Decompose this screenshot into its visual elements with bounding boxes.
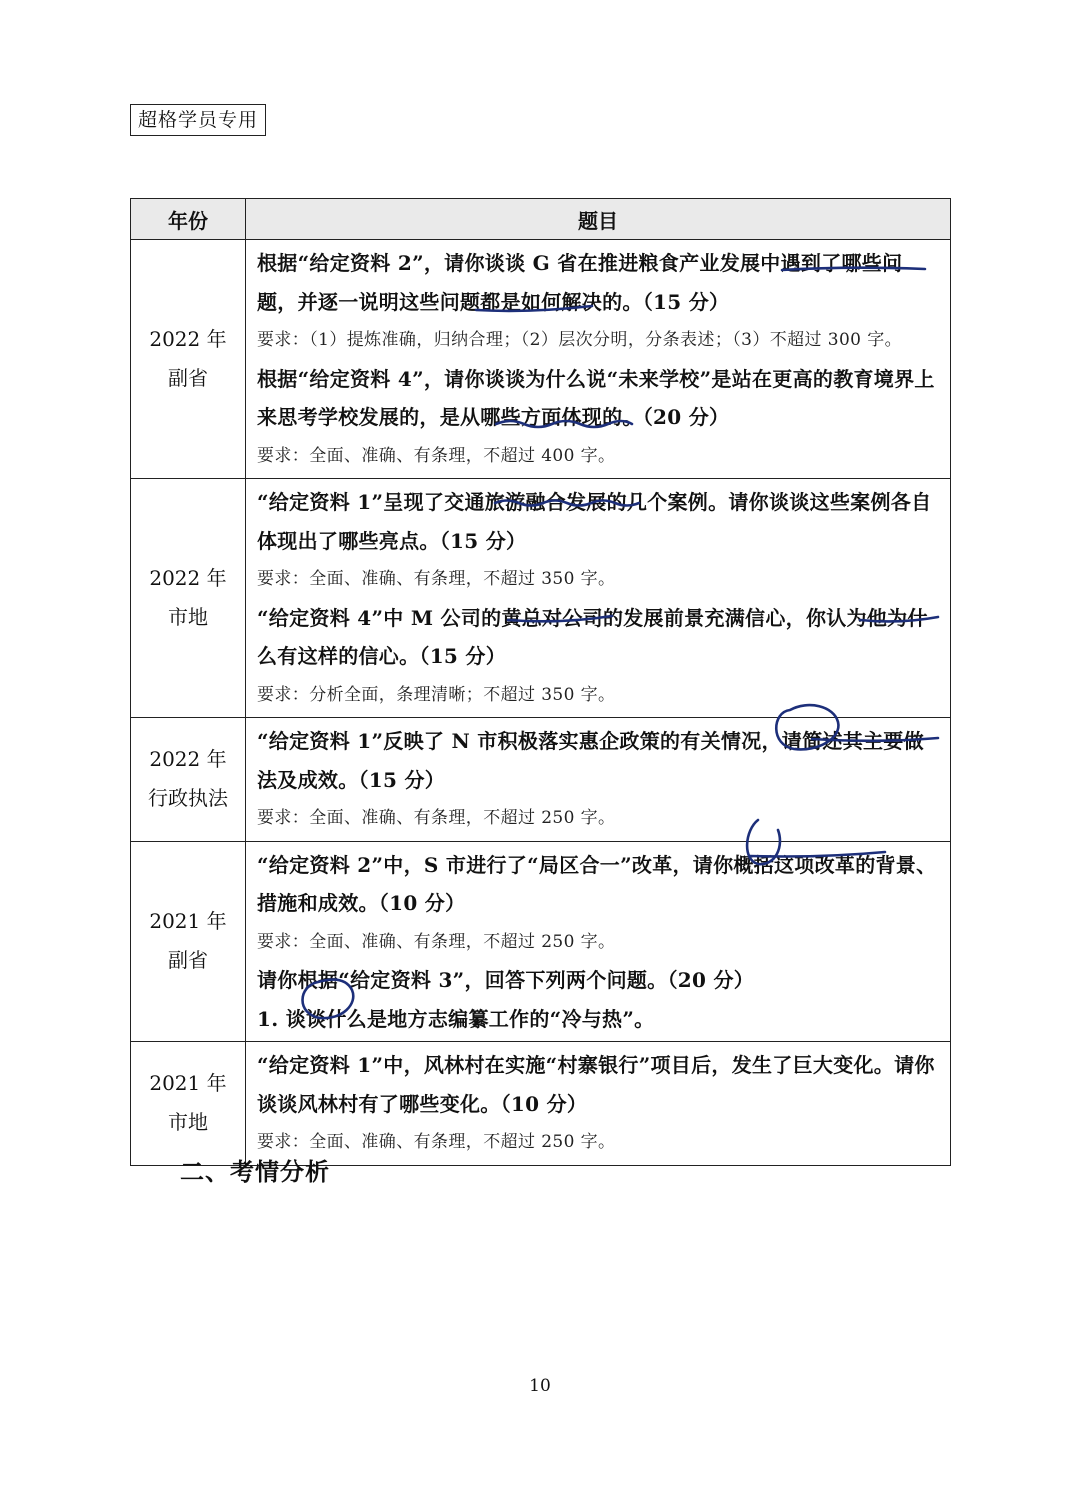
exam-year-cell	[131, 841, 246, 1042]
exam-type: 行政执法	[148, 786, 228, 811]
table-row	[131, 240, 951, 479]
question-cell	[246, 841, 951, 1042]
table-row	[131, 718, 951, 842]
table-header-row	[131, 199, 951, 240]
question-cell	[246, 240, 951, 479]
exam-year-cell	[131, 240, 246, 479]
watermark-stamp: 超格学员专用	[130, 104, 266, 136]
exam-year: 2021 年	[149, 1071, 227, 1096]
exam-year: 2021 年	[149, 909, 227, 934]
exam-year-cell	[131, 718, 246, 842]
exam-year: 2022 年	[149, 747, 227, 772]
requirement-text: 要求：全面、准确、有条理，不超过 250 字。	[257, 931, 616, 952]
header-year: 年份	[131, 199, 246, 240]
question-text: 1. 谈谈什么是地方志编纂工作的“冷与热”。	[257, 1006, 655, 1031]
requirement-text: 要求：分析全面，条理清晰；不超过 350 字。	[257, 684, 616, 705]
requirement-text: 要求：全面、准确、有条理，不超过 350 字。	[257, 569, 616, 589]
question-text: 根据“给定资料 2”，请你谈谈 G 省在推进粮食产业发展中遇到了哪些问题，并逐一说明这些问题都是如何解决的。（15 分）	[257, 251, 903, 314]
question-text: “给定资料 2”中，S 市进行了“局区合一”改革，请你概括这项改革的背景、措施和成效。（10 分）	[257, 852, 937, 915]
question-text: “给定资料 4”中 M 公司的黄总对公司的发展前景充满信心，你认为他为什么有这样的信心。（15 分）	[257, 605, 928, 668]
exam-type: 市地	[168, 605, 208, 629]
question-cell	[246, 1042, 951, 1166]
requirement-text: 要求：全面、准确、有条理，不超过 400 字。	[257, 445, 616, 466]
exam-year-cell	[131, 479, 246, 718]
requirement-text: 要求：（1）提炼准确，归纳合理；（2）层次分明，分条表述；（3）不超过 300 字。	[257, 330, 903, 350]
exam-type: 副省	[168, 366, 208, 390]
section-heading: 二、考情分析	[180, 1157, 330, 1186]
question-text: “给定资料 1”反映了 N 市积极落实惠企政策的有关情况，请简述其主要做法及成效。（15 分）	[257, 729, 924, 792]
exam-year-cell	[131, 1042, 246, 1166]
question-text: 请你根据“给定资料 3”，回答下列两个问题。（20 分）	[257, 968, 755, 992]
requirement-text: 要求：全面、准确、有条理，不超过 250 字。	[257, 808, 616, 828]
question-cell	[246, 479, 951, 718]
question-text: “给定资料 1”中，风林村在实施“村寨银行”项目后，发生了巨大变化。请你谈谈风林村有了哪些变化。（10 分）	[257, 1053, 935, 1116]
exam-type: 副省	[168, 948, 208, 973]
question-cell	[246, 718, 951, 842]
question-text: “给定资料 1”呈现了交通旅游融合发展的几个案例。请你谈谈这些案例各自体现出了哪些亮点。（15 分）	[257, 490, 932, 553]
page-number: 10	[529, 1376, 551, 1396]
exam-year: 2022 年	[149, 327, 227, 351]
requirement-text: 要求：全面、准确、有条理，不超过 250 字。	[257, 1132, 616, 1152]
header-question: 题目	[246, 199, 951, 240]
table-row	[131, 479, 951, 718]
table-row	[131, 841, 951, 1042]
exam-type: 市地	[168, 1110, 208, 1135]
exam-year: 2022 年	[149, 566, 227, 590]
question-text: 根据“给定资料 4”，请你谈谈为什么说“未来学校”是站在更高的教育境界上来思考学校发展的，是从哪些方面体现的。（20 分）	[257, 366, 935, 429]
question-table	[130, 198, 951, 1166]
table-row	[131, 1042, 951, 1166]
